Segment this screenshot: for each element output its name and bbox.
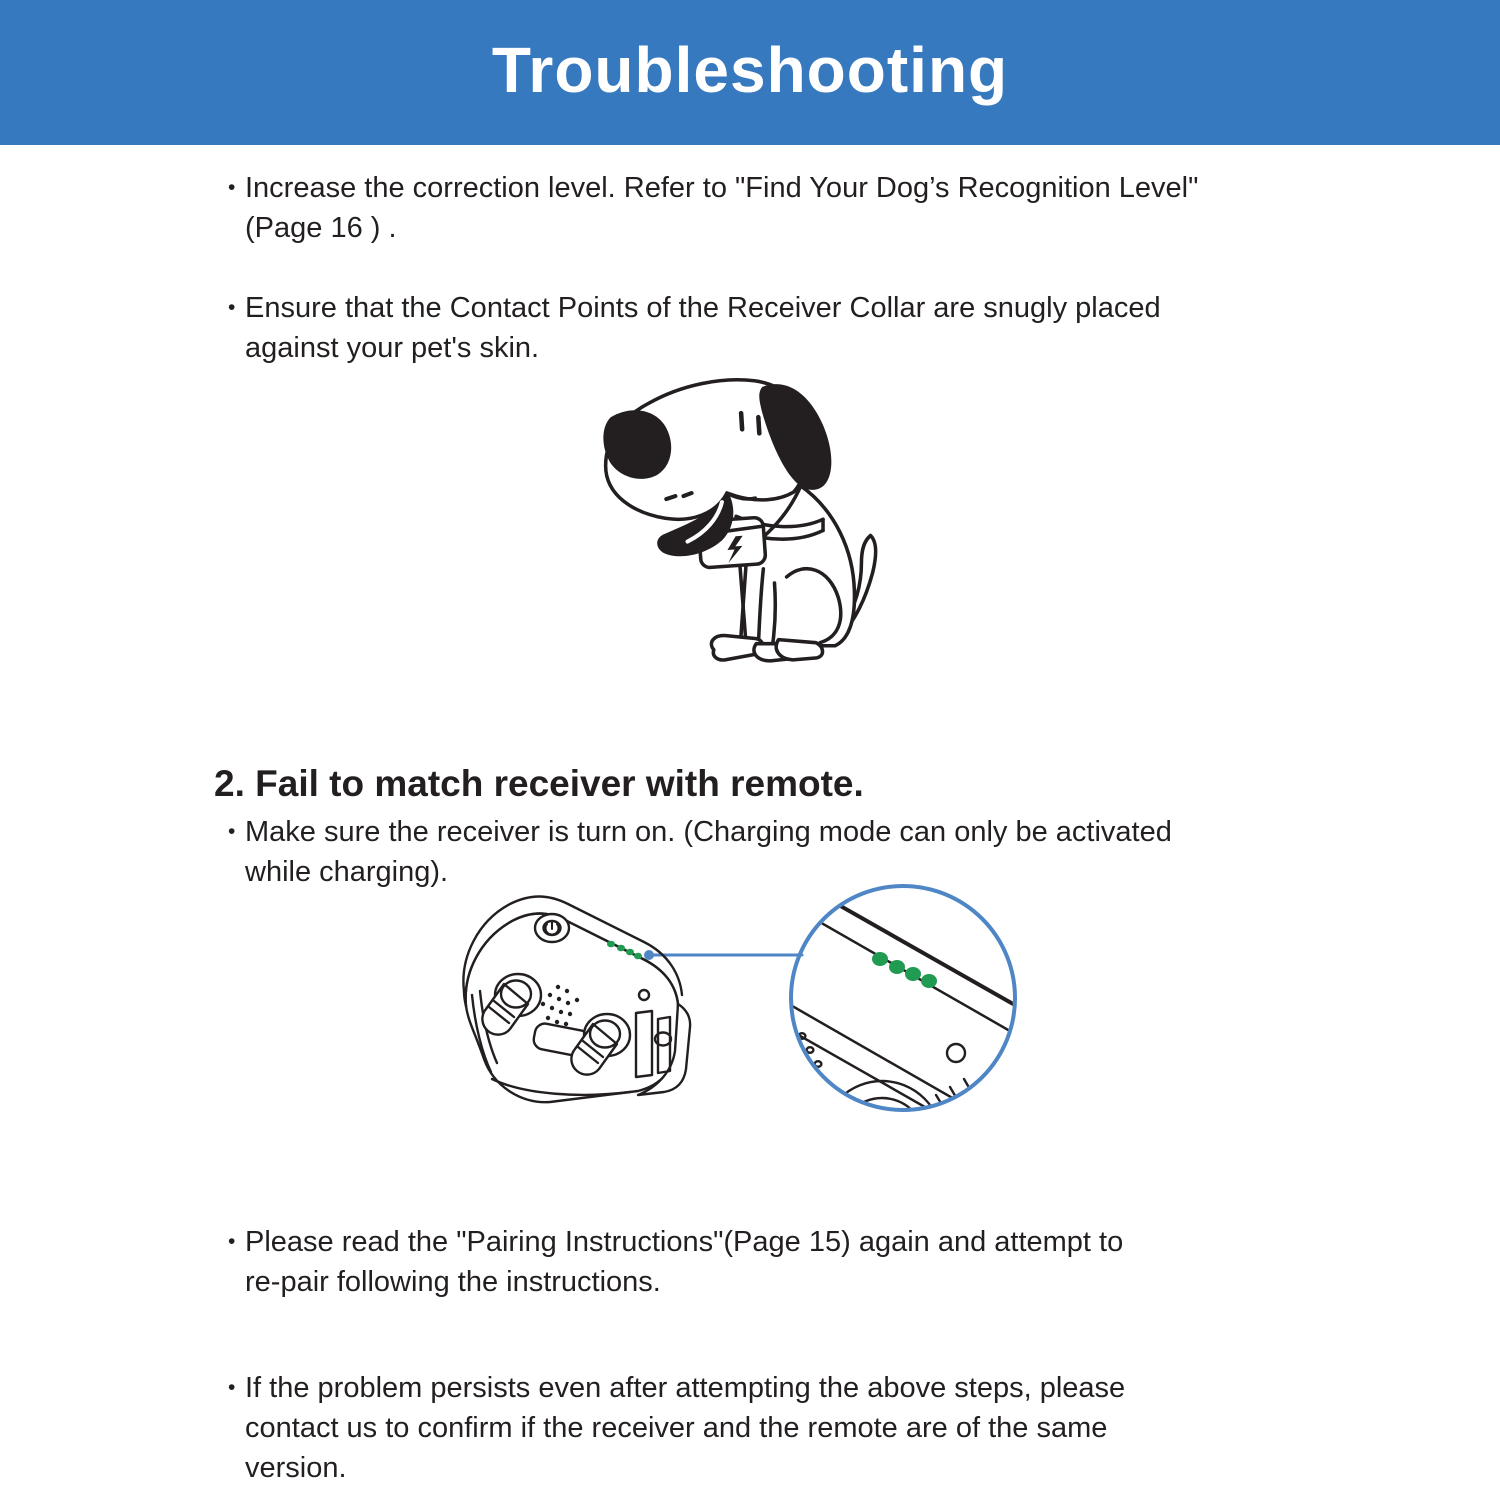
bullet-text — [245, 1368, 1125, 1488]
bullet-line: Ensure that the Contact Points of the Receiver Collar are snugly placed — [245, 292, 1161, 324]
magnifier-callout — [774, 883, 1024, 1143]
bullet-line: re-pair following the instructions. — [245, 1266, 661, 1298]
bullet-icon: • — [228, 296, 236, 319]
bullet-line: while charging). — [245, 856, 449, 888]
magnified-led — [921, 974, 937, 988]
section-heading: 2. Fail to match receiver with remote. — [214, 763, 864, 804]
power-button-icon — [535, 914, 569, 942]
bullet-line: Make sure the receiver is turn on. (Charging mode can only be activated — [245, 816, 1172, 848]
bullet-line: against your pet's skin. — [245, 332, 540, 364]
bullet-pairing-instructions — [228, 1222, 1123, 1302]
bullet-line: Increase the correction level. Refer to "Find Your Dog’s Recognition Level" — [245, 172, 1199, 204]
bullet-line: If the problem persists even after attempting the above steps, please — [245, 1372, 1126, 1404]
bullet-text — [245, 1222, 1123, 1302]
magnified-led — [889, 960, 905, 974]
page-title: Troubleshooting — [491, 33, 1009, 106]
receiver-device-illustration — [430, 873, 1070, 1143]
bullet-line: version. — [245, 1452, 347, 1484]
bullet-line: Please read the "Pairing Instructions"(Page 15) again and attempt to — [245, 1226, 1124, 1258]
magnified-led — [872, 952, 888, 966]
bullet-line: contact us to confirm if the receiver and the remote are of the same — [245, 1412, 1108, 1444]
magnified-led — [905, 967, 921, 981]
bullet-icon: • — [228, 820, 236, 843]
bullet-text — [245, 288, 1161, 368]
bullet-increase-correction — [228, 168, 1198, 248]
bullet-icon: • — [228, 1376, 236, 1399]
bullet-line: (Page 16 ) . — [245, 212, 397, 244]
dog-collar-illustration — [548, 368, 1003, 703]
bullet-icon: • — [228, 1230, 236, 1253]
bullet-contact-points — [228, 288, 1161, 368]
page-header — [0, 0, 1500, 145]
bullet-text — [245, 168, 1198, 248]
bullet-contact-us — [228, 1368, 1125, 1488]
bullet-icon: • — [228, 176, 236, 199]
